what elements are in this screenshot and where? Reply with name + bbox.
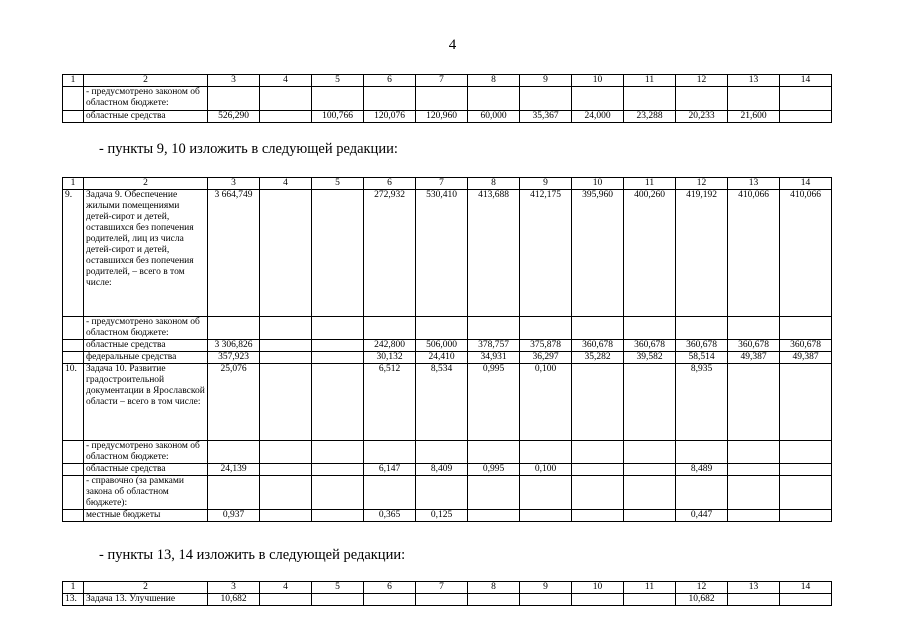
row-label-cell: федеральные средства (84, 352, 208, 364)
row-number-cell (63, 464, 84, 476)
value-cell (260, 111, 312, 123)
row-number-cell (63, 111, 84, 123)
table-header-row (63, 178, 832, 190)
value-cell (260, 190, 312, 317)
value-cell (572, 594, 624, 606)
value-cell (312, 190, 364, 317)
header-cell: 9 (520, 582, 572, 594)
instruction-paragraph-13-14: - пункты 13, 14 изложить в следующей редакции: (99, 547, 406, 563)
row-label-cell: - предусмотрено законом об областном бюджете: (84, 87, 208, 111)
value-cell (364, 317, 416, 340)
row-number-cell: 10. (63, 364, 84, 441)
value-cell: 120,960 (416, 111, 468, 123)
header-cell: 3 (208, 582, 260, 594)
header-cell: 14 (780, 178, 832, 190)
value-cell (572, 441, 624, 464)
value-cell (780, 476, 832, 510)
row-number-cell: 9. (63, 190, 84, 317)
header-cell: 13 (728, 582, 780, 594)
row-label-cell: областные средства (84, 340, 208, 352)
value-cell: 8,489 (676, 464, 728, 476)
value-cell (572, 87, 624, 111)
row-label-cell: областные средства (84, 464, 208, 476)
value-cell: 0,447 (676, 510, 728, 522)
value-cell (728, 594, 780, 606)
value-cell (312, 364, 364, 441)
value-cell (416, 317, 468, 340)
value-cell: 8,534 (416, 364, 468, 441)
row-label-cell: местные бюджеты (84, 510, 208, 522)
header-cell: 1 (63, 178, 84, 190)
header-cell: 6 (364, 178, 416, 190)
value-cell (260, 510, 312, 522)
value-cell (572, 317, 624, 340)
value-cell: 34,931 (468, 352, 520, 364)
value-cell: 24,000 (572, 111, 624, 123)
header-cell: 7 (416, 75, 468, 87)
header-cell: 3 (208, 178, 260, 190)
value-cell (676, 317, 728, 340)
header-cell: 8 (468, 178, 520, 190)
value-cell (208, 476, 260, 510)
value-cell (468, 441, 520, 464)
value-cell (728, 441, 780, 464)
row-number-cell (63, 441, 84, 464)
table-row (63, 352, 832, 364)
value-cell (624, 317, 676, 340)
header-cell: 2 (84, 75, 208, 87)
value-cell (312, 352, 364, 364)
value-cell (208, 317, 260, 340)
header-cell: 5 (312, 582, 364, 594)
value-cell: 10,682 (676, 594, 728, 606)
table-row (63, 441, 832, 464)
value-cell: 0,365 (364, 510, 416, 522)
value-cell (520, 87, 572, 111)
value-cell: 0,100 (520, 464, 572, 476)
value-cell: 0,125 (416, 510, 468, 522)
value-cell (624, 594, 676, 606)
header-cell: 4 (260, 178, 312, 190)
value-cell (312, 464, 364, 476)
table-row (63, 317, 832, 340)
value-cell (624, 364, 676, 441)
header-cell: 12 (676, 178, 728, 190)
value-cell: 272,932 (364, 190, 416, 317)
value-cell: 60,000 (468, 111, 520, 123)
value-cell (572, 464, 624, 476)
value-cell: 24,410 (416, 352, 468, 364)
value-cell (728, 317, 780, 340)
value-cell: 360,678 (624, 340, 676, 352)
value-cell (416, 594, 468, 606)
value-cell (260, 87, 312, 111)
value-cell (520, 476, 572, 510)
value-cell: 36,297 (520, 352, 572, 364)
budget-table-items-9-10 (62, 177, 832, 522)
header-cell: 6 (364, 75, 416, 87)
value-cell: 6,147 (364, 464, 416, 476)
value-cell (312, 317, 364, 340)
row-number-cell: 13. (63, 594, 84, 606)
value-cell (468, 317, 520, 340)
header-cell: 5 (312, 75, 364, 87)
budget-table-items-13-14 (62, 581, 832, 606)
value-cell: 3 306,826 (208, 340, 260, 352)
header-cell: 11 (624, 75, 676, 87)
value-cell (260, 317, 312, 340)
value-cell: 242,800 (364, 340, 416, 352)
value-cell (520, 510, 572, 522)
value-cell: 120,076 (364, 111, 416, 123)
value-cell: 49,387 (728, 352, 780, 364)
value-cell (312, 87, 364, 111)
table-row (63, 87, 832, 111)
value-cell (780, 441, 832, 464)
value-cell: 360,678 (676, 340, 728, 352)
table-row (63, 464, 832, 476)
header-cell: 1 (63, 582, 84, 594)
row-label-cell: областные средства (84, 111, 208, 123)
value-cell: 0,100 (520, 364, 572, 441)
row-number-cell (63, 87, 84, 111)
value-cell: 375,878 (520, 340, 572, 352)
value-cell: 21,600 (728, 111, 780, 123)
value-cell: 360,678 (728, 340, 780, 352)
row-number-cell (63, 476, 84, 510)
row-number-cell (63, 352, 84, 364)
value-cell (624, 441, 676, 464)
header-cell: 4 (260, 75, 312, 87)
value-cell: 400,260 (624, 190, 676, 317)
value-cell: 35,367 (520, 111, 572, 123)
value-cell (468, 87, 520, 111)
instruction-paragraph-9-10: - пункты 9, 10 изложить в следующей редакции: (99, 141, 398, 157)
header-cell: 2 (84, 582, 208, 594)
value-cell (416, 87, 468, 111)
value-cell (572, 510, 624, 522)
value-cell (780, 510, 832, 522)
value-cell (312, 476, 364, 510)
row-label-cell: Задача 13. Улучшение (84, 594, 208, 606)
header-cell: 12 (676, 582, 728, 594)
value-cell: 395,960 (572, 190, 624, 317)
page-number: 4 (448, 37, 457, 53)
value-cell (260, 352, 312, 364)
value-cell (208, 87, 260, 111)
value-cell (260, 340, 312, 352)
value-cell (728, 87, 780, 111)
header-cell: 8 (468, 582, 520, 594)
value-cell: 24,139 (208, 464, 260, 476)
value-cell: 8,935 (676, 364, 728, 441)
value-cell: 410,066 (780, 190, 832, 317)
value-cell (780, 111, 832, 123)
table-row (63, 190, 832, 317)
row-label-cell: Задача 10. Развитие градостроительной документации в Ярославской области – всего в том числе: (84, 364, 208, 441)
header-cell: 13 (728, 178, 780, 190)
header-cell: 7 (416, 178, 468, 190)
value-cell: 360,678 (572, 340, 624, 352)
budget-table-continued (62, 74, 832, 123)
value-cell (364, 87, 416, 111)
value-cell (416, 476, 468, 510)
value-cell: 39,582 (624, 352, 676, 364)
header-cell: 9 (520, 75, 572, 87)
value-cell: 526,290 (208, 111, 260, 123)
value-cell: 530,410 (416, 190, 468, 317)
value-cell (312, 594, 364, 606)
row-label-cell: - предусмотрено законом об областном бюджете: (84, 317, 208, 340)
value-cell (364, 594, 416, 606)
value-cell (780, 364, 832, 441)
value-cell (780, 317, 832, 340)
value-cell: 6,512 (364, 364, 416, 441)
value-cell (260, 476, 312, 510)
table-row (63, 476, 832, 510)
value-cell (728, 364, 780, 441)
header-cell: 13 (728, 75, 780, 87)
value-cell: 58,514 (676, 352, 728, 364)
value-cell (520, 317, 572, 340)
value-cell: 3 664,749 (208, 190, 260, 317)
value-cell: 413,688 (468, 190, 520, 317)
header-cell: 2 (84, 178, 208, 190)
value-cell (312, 441, 364, 464)
value-cell: 8,409 (416, 464, 468, 476)
header-cell: 9 (520, 178, 572, 190)
value-cell (728, 510, 780, 522)
value-cell: 30,132 (364, 352, 416, 364)
row-number-cell (63, 317, 84, 340)
value-cell (676, 441, 728, 464)
table-header-row (63, 582, 832, 594)
value-cell (624, 510, 676, 522)
value-cell: 20,233 (676, 111, 728, 123)
header-cell: 3 (208, 75, 260, 87)
value-cell (208, 441, 260, 464)
value-cell: 0,937 (208, 510, 260, 522)
header-cell: 1 (63, 75, 84, 87)
value-cell: 412,175 (520, 190, 572, 317)
row-label-cell: Задача 9. Обеспечение жилыми помещениями детей-сирот и детей, оставшихся без попечения родителей, лиц из числа детей-сирот и детей, оставшихся без попечения родителей, – всего в том числе: (84, 190, 208, 317)
table-row (63, 364, 832, 441)
row-number-cell (63, 510, 84, 522)
value-cell (520, 441, 572, 464)
value-cell (676, 87, 728, 111)
header-cell: 14 (780, 582, 832, 594)
header-cell: 10 (572, 582, 624, 594)
value-cell: 378,757 (468, 340, 520, 352)
value-cell (364, 441, 416, 464)
row-number-cell (63, 340, 84, 352)
header-cell: 12 (676, 75, 728, 87)
header-cell: 10 (572, 178, 624, 190)
value-cell (572, 364, 624, 441)
value-cell (260, 364, 312, 441)
row-label-cell: - справочно (за рамками закона об областном бюджете): (84, 476, 208, 510)
header-cell: 14 (780, 75, 832, 87)
header-cell: 11 (624, 582, 676, 594)
value-cell (520, 594, 572, 606)
value-cell (572, 476, 624, 510)
value-cell (416, 441, 468, 464)
value-cell: 10,682 (208, 594, 260, 606)
value-cell (364, 476, 416, 510)
header-cell: 7 (416, 582, 468, 594)
value-cell: 0,995 (468, 464, 520, 476)
table-row (63, 510, 832, 522)
value-cell: 100,766 (312, 111, 364, 123)
value-cell (676, 476, 728, 510)
value-cell (312, 510, 364, 522)
value-cell: 23,288 (624, 111, 676, 123)
value-cell (780, 464, 832, 476)
header-cell: 6 (364, 582, 416, 594)
value-cell (780, 87, 832, 111)
value-cell (260, 441, 312, 464)
value-cell (624, 464, 676, 476)
value-cell (260, 464, 312, 476)
value-cell: 506,000 (416, 340, 468, 352)
value-cell: 25,076 (208, 364, 260, 441)
value-cell (728, 476, 780, 510)
value-cell (624, 476, 676, 510)
value-cell: 360,678 (780, 340, 832, 352)
table-header-row (63, 75, 832, 87)
value-cell: 357,923 (208, 352, 260, 364)
header-cell: 10 (572, 75, 624, 87)
value-cell: 35,282 (572, 352, 624, 364)
value-cell (780, 594, 832, 606)
table-row (63, 340, 832, 352)
table-row (63, 594, 832, 606)
header-cell: 5 (312, 178, 364, 190)
value-cell: 49,387 (780, 352, 832, 364)
header-cell: 8 (468, 75, 520, 87)
value-cell (728, 464, 780, 476)
header-cell: 4 (260, 582, 312, 594)
value-cell (468, 594, 520, 606)
table-row (63, 111, 832, 123)
value-cell (624, 87, 676, 111)
header-cell: 11 (624, 178, 676, 190)
value-cell (468, 510, 520, 522)
row-label-cell: - предусмотрено законом об областном бюджете: (84, 441, 208, 464)
value-cell: 410,066 (728, 190, 780, 317)
value-cell: 0,995 (468, 364, 520, 441)
value-cell (260, 594, 312, 606)
value-cell (468, 476, 520, 510)
value-cell: 419,192 (676, 190, 728, 317)
value-cell (312, 340, 364, 352)
